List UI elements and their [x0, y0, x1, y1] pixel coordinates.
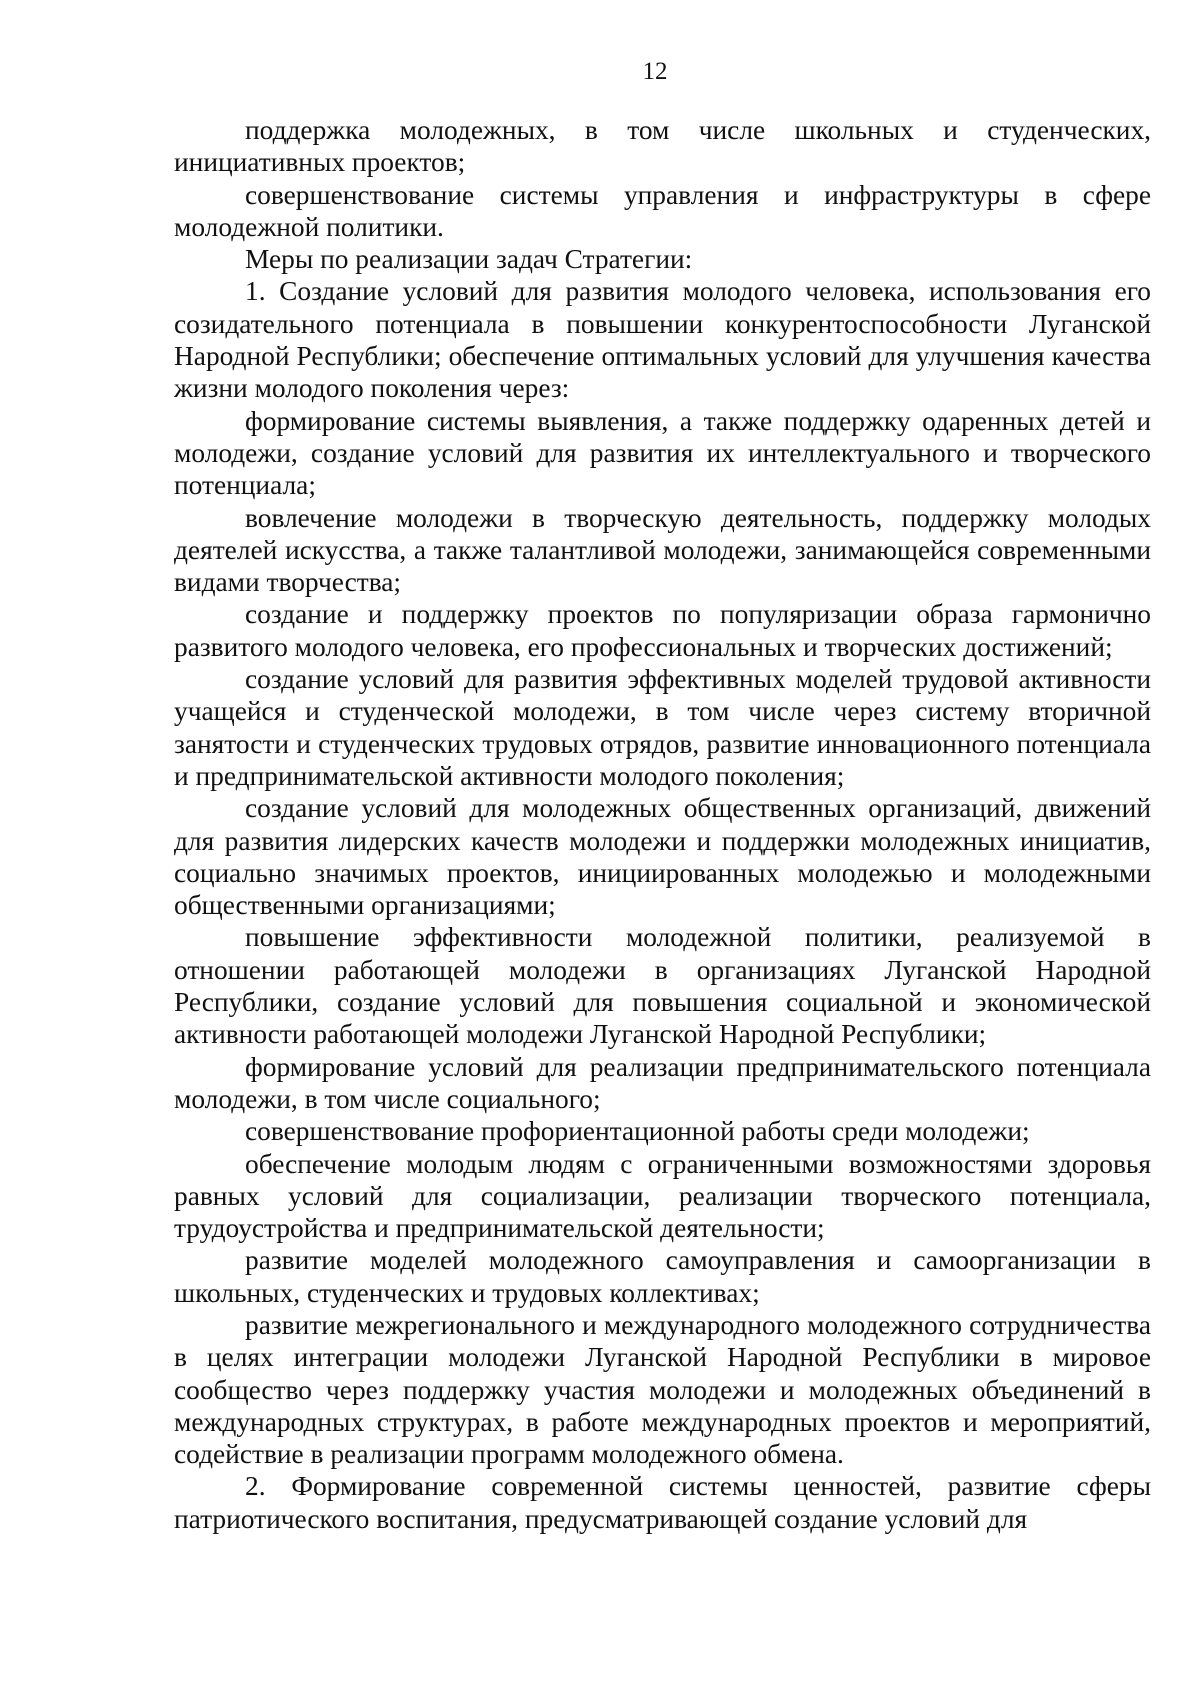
paragraph-8: создание условий для развития эффективных моделей трудовой активности учащейся и студенческой молодежи, в том числе через систему вторичной занятости и студенческих трудовых отрядов, развитие инновационного потенциала и предпринимательской активности молодого поколения; — [174, 664, 1151, 791]
paragraph-16: 2. Формирование современной системы ценностей, развитие сферы патриотического воспитания, предусматривающей создание условий для — [174, 1471, 1151, 1534]
paragraph-2: совершенствование системы управления и инфраструктуры в сфере молодежной политики. — [174, 179, 1151, 242]
paragraph-13: обеспечение молодым людям с ограниченными возможностями здоровья равных условий для социализации, реализации творческого потенциала, трудоустройства и предпринимательской деятельности; — [174, 1148, 1151, 1244]
paragraph-9: создание условий для молодежных общественных организаций, движений для развития лидерских качеств молодежи и поддержки молодежных инициатив, социально значимых проектов, инициированных молодежью и молодежными общественными организациями; — [174, 793, 1151, 921]
paragraph-15: развитие межрегионального и международного молодежного сотрудничества в целях интеграции молодежи Луганской Народной Республики в мировое сообщество через поддержку участия молодежи и молодежных объединений в международных структурах, в работе международных проектов и мероприятий, содействие в реализации программ молодежного обмена. — [174, 1309, 1151, 1470]
document-body — [174, 114, 1151, 1535]
paragraph-12: совершенствование профориентационной работы среди молодежи; — [245, 1116, 1030, 1147]
paragraph-1: поддержка молодежных, в том числе школьных и студенческих, инициативных проектов; — [174, 115, 1151, 178]
paragraph-6: вовлечение молодежи в творческую деятельность, поддержку молодых деятелей искусства, а также талантливой молодежи, занимающейся современными видами творчества; — [174, 502, 1151, 598]
paragraph-5: формирование системы выявления, а также поддержку одаренных детей и молодежи, создание условий для развития их интеллектуального и творческого потенциала; — [174, 405, 1151, 501]
paragraph-14: развитие моделей молодежного самоуправления и самоорганизации в школьных, студенческих и трудовых коллективах; — [174, 1245, 1151, 1308]
page-number: 12 — [642, 58, 668, 85]
paragraph-3: Меры по реализации задач Стратегии: — [245, 244, 693, 275]
paragraph-11: формирование условий для реализации предпринимательского потенциала молодежи, в том числе социального; — [174, 1051, 1151, 1114]
paragraph-7: создание и поддержку проектов по популяризации образа гармонично развитого молодого человека, его профессиональных и творческих достижений; — [174, 599, 1151, 662]
paragraph-4: 1. Создание условий для развития молодого человека, использования его созидательного потенциала в повышении конкурентоспособности Луганской Народной Республики; обеспечение оптимальных условий для улучшения качества жизни молодого поколения через: — [174, 276, 1151, 404]
paragraph-10: повышение эффективности молодежной политики, реализуемой в отношении работающей молодежи в организациях Луганской Народной Республики, создание условий для повышения социальной и экономической активности работающей молодежи Луганской Народной Республики; — [174, 922, 1151, 1050]
